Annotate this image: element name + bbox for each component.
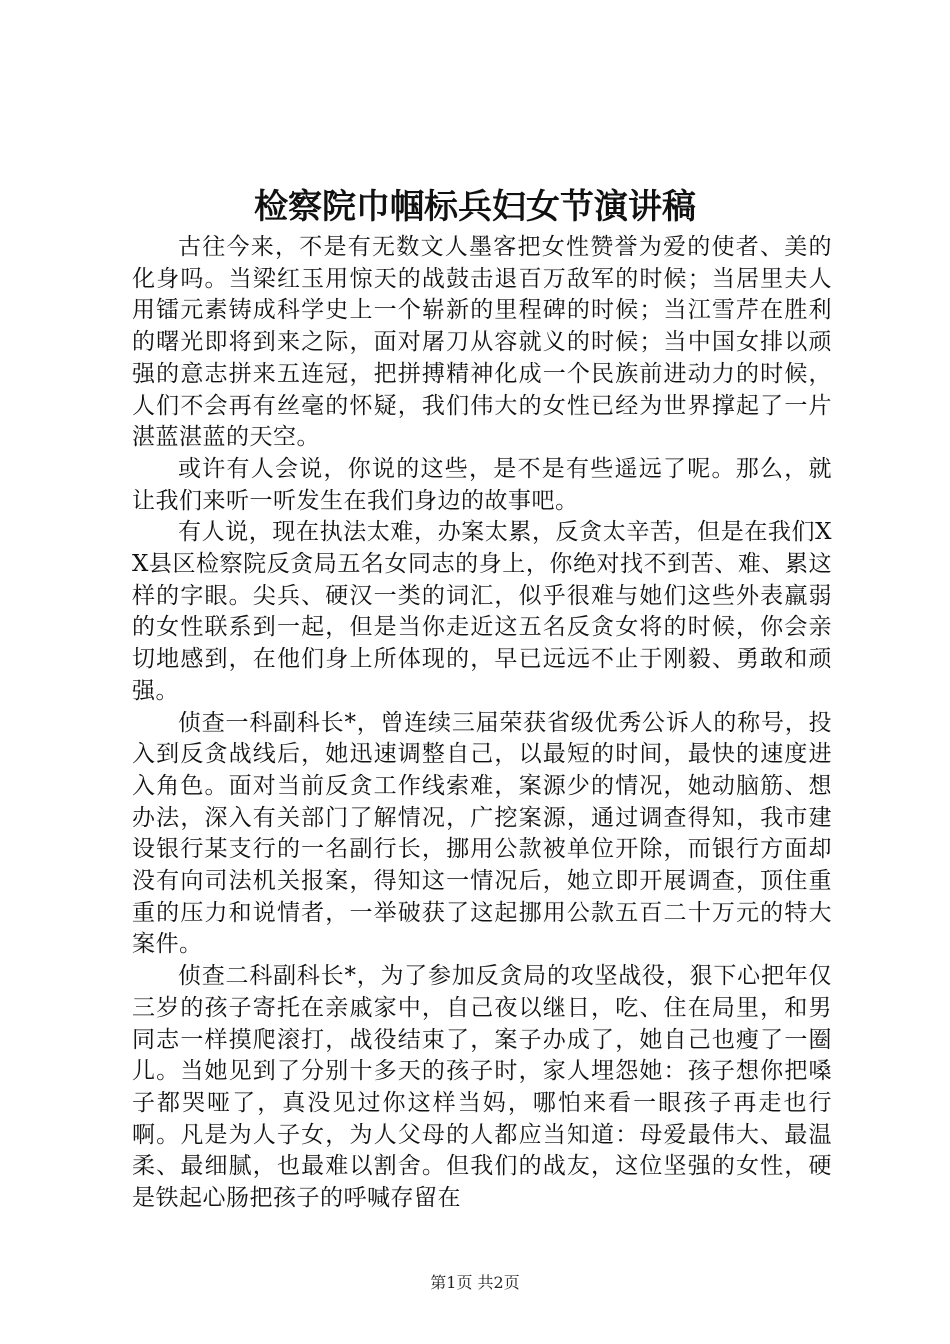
paragraph-4: 侦查一科副科长*，曾连续三届荣获省级优秀公诉人的称号，投入到反贪战线后，她迅速调整自己，以最短的时间，最快的速度进入角色。面对当前反贪工作线索难，案源少的情况，她动脑筋、想办法，深入有关部门了解情况，广挖案源，通过调查得知，我市建设银行某支行的一名副行长，挪用公款被单位开除，而银行方面却没有向司法机关报案，得知这一情况后，她立即开展调查，顶住重重的压力和说情者，一举破获了这起挪用公款五百二十万元的特大案件。 bbox=[132, 709, 832, 958]
paragraph-5: 侦查二科副科长*，为了参加反贪局的攻坚战役，狠下心把年仅三岁的孩子寄托在亲戚家中，自己夜以继日，吃、住在局里，和男同志一样摸爬滚打，战役结束了，案子办成了，她自己也瘦了一圈儿。当她见到了分别十多天的孩子时，家人埋怨她：孩子想你把嗓子都哭哑了，真没见过你这样当妈，哪怕来看一眼孩子再走也行啊。凡是为人子女，为人父母的人都应当知道：母爱最伟大、最温柔、最细腻，也最难以割舍。但我们的战友，这位坚强的女性，硬是铁起心肠把孩子的呼喊存留在 bbox=[132, 963, 832, 1212]
document-body bbox=[132, 232, 832, 1215]
paragraph-1: 古往今来，不是有无数文人墨客把女性赞誉为爱的使者、美的化身吗。当梁红玉用惊天的战鼓击退百万敌军的时候；当居里夫人用镭元素铸成科学史上一个崭新的里程碑的时候；当江雪芹在胜利的曙光即将到来之际，面对屠刀从容就义的时候；当中国女排以顽强的意志拼来五连冠，把拼搏精神化成一个民族前进动力的时候，人们不会再有丝毫的怀疑，我们伟大的女性已经为世界撑起了一片湛蓝湛蓝的天空。 bbox=[132, 234, 832, 451]
page-number-footer: 第1页 共2页 bbox=[430, 1273, 520, 1292]
paragraph-2: 或许有人会说，你说的这些，是不是有些遥远了呢。那么，就让我们来听一听发生在我们身边的故事吧。 bbox=[132, 455, 832, 514]
document-title: 检察院巾帼标兵妇女节演讲稿 bbox=[254, 187, 696, 227]
paragraph-3: 有人说，现在执法太难，办案太累，反贪太辛苦，但是在我们XX县区检察院反贪局五名女同志的身上，你绝对找不到苦、难、累这样的字眼。尖兵、硬汉一类的词汇，似乎很难与她们这些外表羸弱的女性联系到一起，但是当你走近这五名反贪女将的时候，你会亲切地感到，在他们身上所体现的，早已远远不止于刚毅、勇敢和顽强。 bbox=[132, 519, 832, 704]
